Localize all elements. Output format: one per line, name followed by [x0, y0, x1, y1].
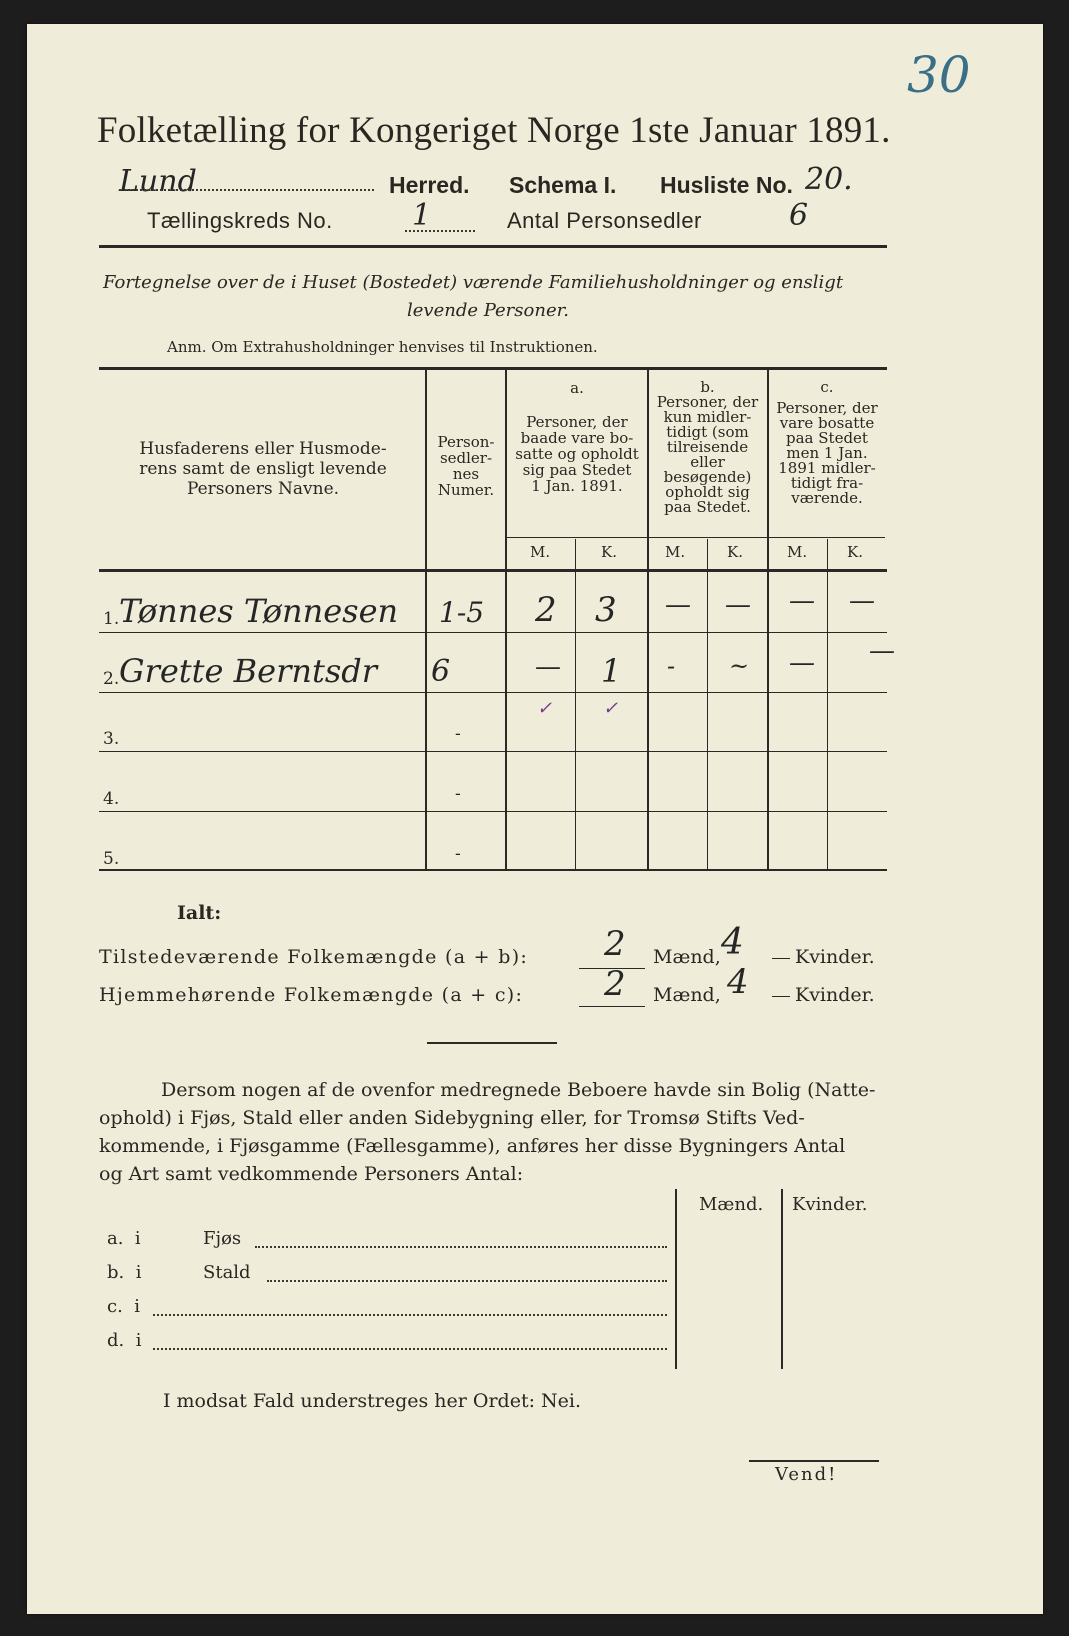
bolig-row-a-dots: [255, 1246, 667, 1248]
hjemme-maend-label: Mænd,: [653, 984, 721, 1006]
husliste-label: Husliste No.: [660, 172, 793, 198]
row-rule-1: [99, 632, 887, 633]
table-row-numer: 1-5: [439, 596, 485, 629]
vend-label: Vend!: [775, 1464, 838, 1485]
bolig-paragraph: Dersom nogen af de ovenfor medregnede Beboere havde sin Bolig (Natte- ophold) i Fjøs, Stald eller anden Sidebygning eller, for Tromsø Stifts Ved- kommende, i Fjøsgamme (Fællesgamme), anføres her disse Bygningers Antal og Art samt vedkommende Personers Antal:: [99, 1079, 876, 1185]
table-bottom-rule: [99, 869, 887, 871]
husliste-value: 20.: [805, 162, 853, 197]
intro-line1: Fortegnelse over de i Huset (Bostedet) værende Familiehusholdninger og ensligt: [103, 272, 844, 293]
vend-rule: [749, 1460, 879, 1462]
bolig-row-a-label: Fjøs: [203, 1228, 242, 1249]
table-row-name: Tønnes Tønnesen: [119, 592, 399, 630]
tilstede-maend-label: Mænd,: [653, 946, 721, 968]
hjemme-label: Hjemmehørende Folkemængde (a + c):: [99, 984, 524, 1006]
bolig-row-d-dots: [153, 1348, 667, 1350]
bolig-vline-2: [781, 1189, 783, 1369]
table-row-name: Grette Berntsdr: [119, 652, 378, 690]
bolig-row-b-dots: [267, 1280, 667, 1282]
kreds-label: Tællingskreds No.: [147, 208, 333, 233]
tilstede-kvinder-label: Kvinder.: [795, 946, 875, 968]
bolig-row-b: b. i: [107, 1262, 142, 1283]
row-rule-2: [99, 692, 887, 693]
tilstede-label: Tilstedeværende Folkemængde (a + b):: [99, 946, 529, 968]
table-row-no: 3.: [103, 729, 120, 749]
table-row-numer: 6: [431, 654, 451, 689]
table-row-b-m: -: [667, 652, 676, 680]
nei-line: I modsat Fald understreges her Ordet: Nei.: [163, 1390, 582, 1412]
table-row-c-k: —: [849, 586, 875, 616]
table-row-a-k: 1: [601, 652, 622, 690]
kreds-dots: [405, 230, 475, 232]
bolig-vline-1: [675, 1189, 677, 1369]
table-row-a-k: ✓: [603, 698, 619, 719]
schema-label: Schema I.: [509, 172, 617, 198]
bolig-row-c-dots: [153, 1314, 667, 1316]
hjemme-kvinder-dash: [772, 996, 790, 997]
table-row-numer: -: [455, 844, 461, 864]
bolig-row-a: a. i: [107, 1228, 141, 1249]
b-m-label: M.: [665, 543, 686, 561]
table-row-numer: -: [455, 784, 461, 804]
table-row-b-m: —: [665, 590, 691, 620]
bolig-row-d: d. i: [107, 1330, 142, 1351]
col-b-header: b. Personer, der kun midler- tidigt (som tilreisende eller besøgende) opholdt sig paa Stedet.: [656, 378, 759, 516]
table-header-bottom-rule: [99, 569, 887, 572]
vline-mk-c: [827, 539, 828, 869]
bolig-row-b-label: Stald: [203, 1262, 251, 1283]
herred-label: Herred.: [389, 172, 470, 198]
a-k-label: K.: [601, 543, 617, 561]
col-c-header: c. Personer, der vare bosatte paa Stedet men 1 Jan. 1891 midler- tidigt fra- værende.: [776, 378, 878, 507]
table-row-a-k: 3: [595, 590, 617, 630]
header-rule: [99, 245, 887, 248]
table-row-c-k: —: [869, 636, 895, 666]
hjemme-maend-line: [579, 1006, 645, 1007]
tilstede-kvinder: 4: [721, 922, 744, 963]
bolig-maend-head: Mænd.: [699, 1194, 764, 1215]
table-row-a-m: ✓: [537, 698, 553, 719]
table-row-a-m: —: [535, 652, 561, 682]
bolig-row-c: c. i: [107, 1296, 141, 1317]
col-numer-header: Person- sedler- nes Numer.: [437, 433, 495, 499]
section-divider: [427, 1042, 557, 1044]
table-row-no: 1.: [103, 609, 120, 629]
hjemme-maend: 2: [604, 964, 626, 1004]
col-names-header: Husfaderens eller Husmode- rens samt de ensligt levende Personers Navne.: [139, 439, 387, 499]
intro-line2: levende Personer.: [407, 300, 569, 321]
table-row-a-m: 2: [535, 590, 557, 630]
row-rule-3: [99, 751, 887, 752]
herred-dots: [119, 189, 374, 191]
table-row-no: 2.: [103, 669, 120, 689]
hjemme-kvinder-label: Kvinder.: [795, 984, 875, 1006]
bolig-kvinder-head: Kvinder.: [792, 1194, 868, 1215]
b-k-label: K.: [727, 543, 743, 561]
row-rule-4: [99, 811, 887, 812]
vline-mk-a: [575, 539, 576, 869]
page-number: 30: [907, 46, 971, 104]
form-title: Folketælling for Kongeriget Norge 1ste Januar 1891.: [97, 110, 891, 151]
c-k-label: K.: [847, 543, 863, 561]
table-row-b-k: —: [725, 590, 751, 620]
tilstede-kvinder-dash: [772, 958, 790, 959]
vline-mk-b: [707, 539, 708, 869]
herred-value: Lund: [119, 164, 197, 199]
col-a-header: a. Personer, der baade vare bo- satte og opholdt sig paa Stedet 1 Jan. 1891.: [515, 379, 639, 495]
a-m-label: M.: [530, 543, 551, 561]
table-row-c-m: —: [789, 586, 815, 616]
table-row-no: 5.: [103, 849, 120, 869]
kreds-value: 1: [412, 198, 432, 233]
mk-rule: [505, 537, 885, 538]
c-m-label: M.: [787, 543, 808, 561]
tilstede-maend: 2: [604, 924, 626, 964]
anm-note: Anm. Om Extrahusholdninger henvises til Instruktionen.: [167, 338, 598, 356]
hjemme-kvinder: 4: [727, 962, 749, 1002]
table-row-b-k: ~: [729, 652, 750, 680]
table-top-rule: [99, 367, 887, 370]
antal-label: Antal Personsedler: [507, 208, 702, 233]
antal-value: 6: [789, 198, 809, 233]
ialt-label: Ialt:: [177, 902, 222, 924]
table-row-numer: -: [455, 724, 461, 744]
table-row-no: 4.: [103, 789, 120, 809]
census-form-page: [27, 24, 1043, 1614]
table-row-c-m: —: [789, 648, 815, 678]
